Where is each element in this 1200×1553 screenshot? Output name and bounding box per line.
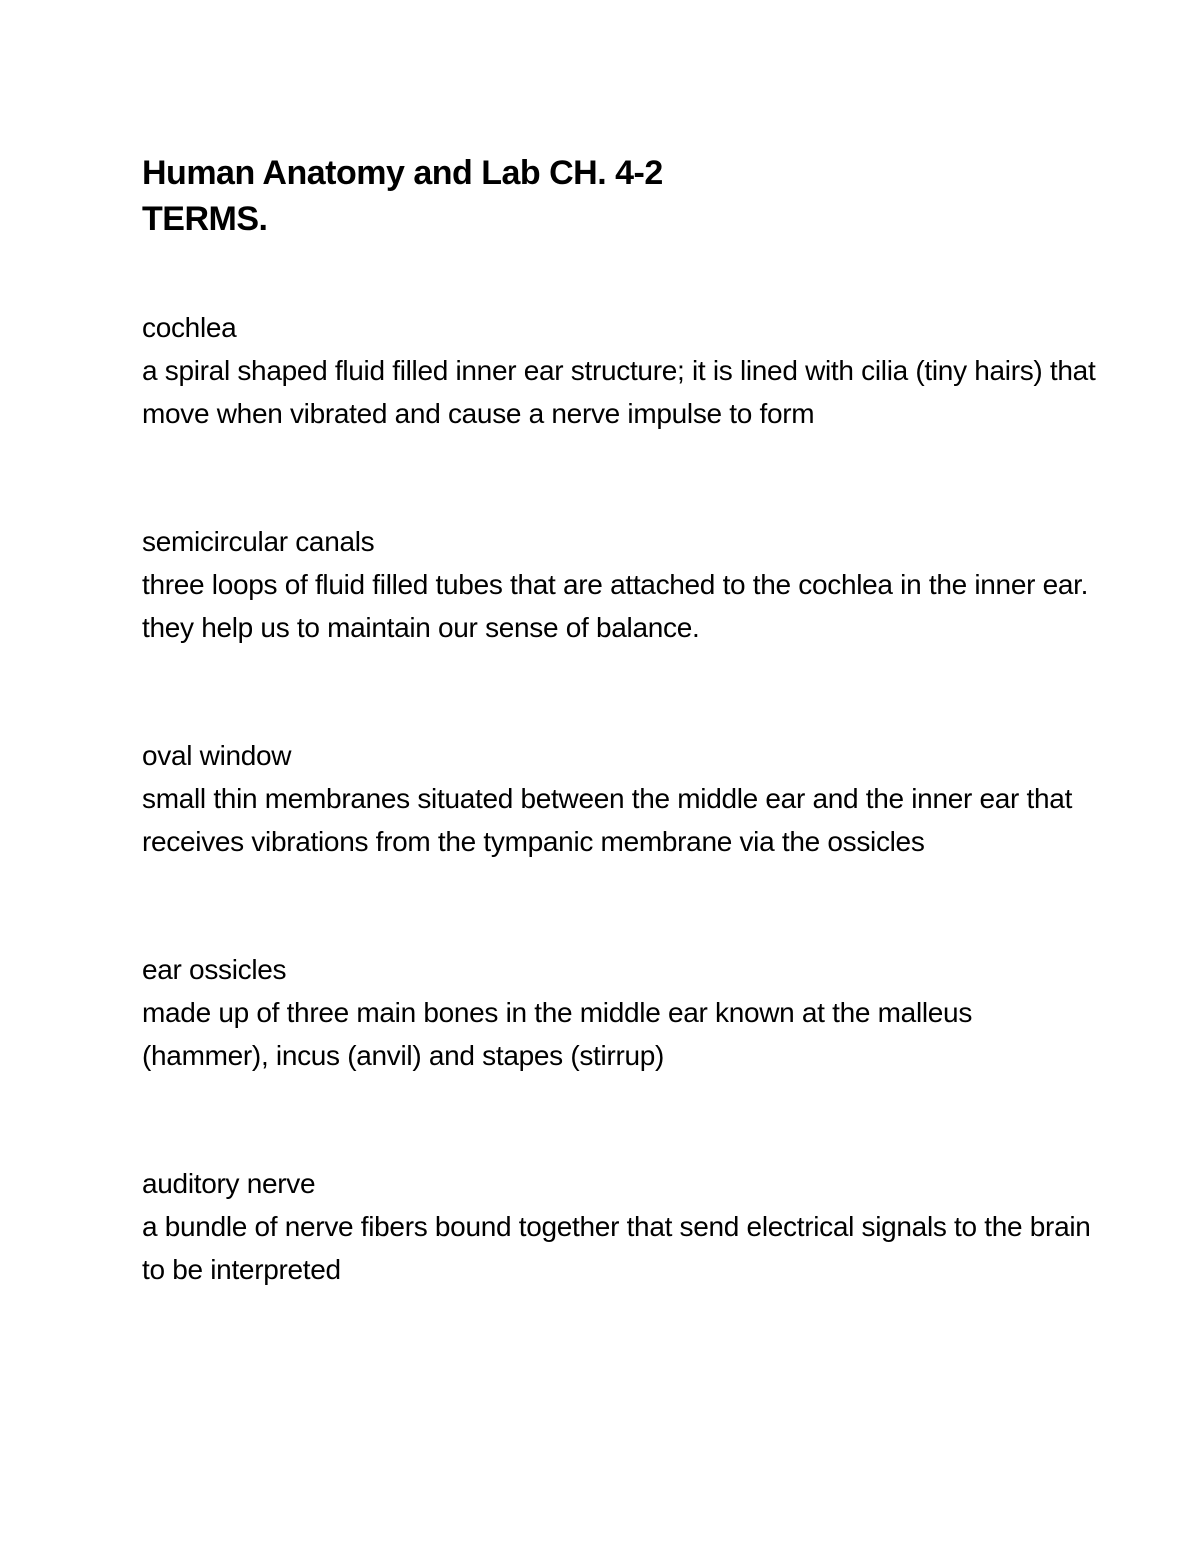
term-definition: made up of three main bones in the middle ear known at the malleus (hammer), incus (anvil) and stapes (stirrup) <box>142 997 973 1071</box>
term-definition: a spiral shaped fluid filled inner ear structure; it is lined with cilia (tiny hairs) that move when vibrated and cause a nerve impulse to form <box>142 355 1096 429</box>
term-entry-cochlea <box>142 306 1102 435</box>
term-name: cochlea <box>142 312 237 343</box>
term-name: semicircular canals <box>142 526 375 557</box>
document-title <box>142 150 1102 242</box>
title-line-1: Human Anatomy and Lab CH. 4-2 <box>142 154 663 192</box>
document-page <box>142 150 1102 1376</box>
term-entry-ear-ossicles <box>142 948 1102 1077</box>
term-name: auditory nerve <box>142 1168 316 1199</box>
term-name: oval window <box>142 740 292 771</box>
title-line-2: TERMS. <box>142 200 268 238</box>
term-definition: a bundle of nerve fibers bound together that send electrical signals to the brain to be interpreted <box>142 1211 1091 1285</box>
terms-list <box>142 306 1102 1291</box>
term-definition: three loops of fluid filled tubes that are attached to the cochlea in the inner ear. they help us to maintain our sense of balance. <box>142 569 1089 643</box>
term-entry-oval-window <box>142 734 1102 863</box>
term-entry-auditory-nerve <box>142 1162 1102 1291</box>
term-entry-semicircular-canals <box>142 520 1102 649</box>
term-name: ear ossicles <box>142 954 287 985</box>
term-definition: small thin membranes situated between the middle ear and the inner ear that receives vibrations from the tympanic membrane via the ossicles <box>142 783 1073 857</box>
